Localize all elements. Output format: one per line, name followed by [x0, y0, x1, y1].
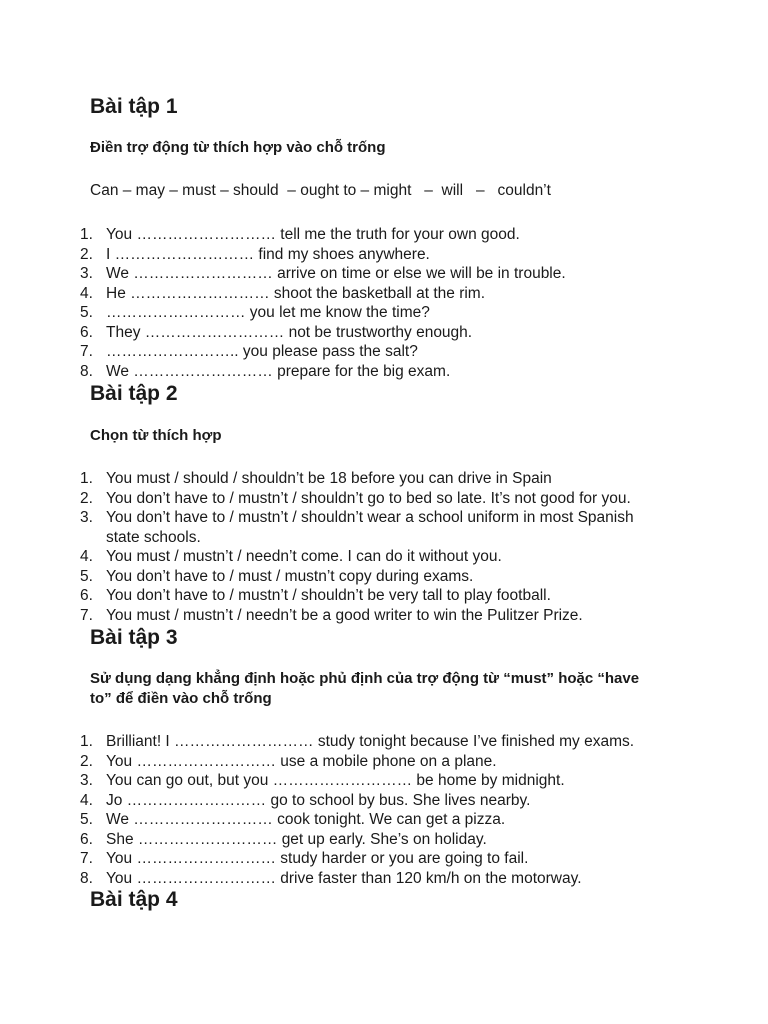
item-number: 3. [80, 772, 93, 789]
list-item [80, 469, 680, 489]
section-2-instruction: Chọn từ thích hợp [90, 427, 222, 444]
list-item [80, 771, 680, 791]
list-item [80, 342, 680, 362]
item-number: 8. [80, 869, 93, 887]
section-4-title: Bài tập 4 [90, 888, 178, 911]
list-item [80, 752, 680, 772]
item-text: I ……………………… find my shoes anywhere. [106, 245, 430, 263]
item-text: You must / mustn’t / needn’t be a good writer to win the Pulitzer Prize. [106, 606, 583, 624]
item-number: 7. [80, 606, 93, 624]
item-number: 7. [80, 850, 93, 867]
item-text: You ……………………… use a mobile phone on a plane. [106, 752, 497, 770]
list-item [80, 264, 680, 284]
item-number: 8. [80, 362, 93, 380]
item-text: Jo ……………………… go to school by bus. She lives nearby. [106, 791, 531, 809]
section-3-list [80, 732, 680, 888]
item-text: …………………….. you please pass the salt? [106, 343, 418, 360]
list-item [80, 732, 680, 752]
item-text: You ……………………… tell me the truth for your own good. [106, 226, 520, 243]
item-text: You can go out, but you ……………………… be home by midnight. [106, 772, 565, 789]
section-2-list [80, 469, 680, 625]
section-3-instruction: Sử dụng dạng khẳng định hoặc phủ định của trợ động từ “must” hoặc “have to” để điền vào chỗ trống [90, 670, 640, 707]
list-item [80, 849, 680, 869]
item-number: 2. [80, 489, 93, 507]
section-1-title: Bài tập 1 [90, 95, 178, 118]
item-number: 3. [80, 509, 93, 526]
list-item [80, 362, 680, 382]
item-text: You must / should / shouldn’t be 18 before you can drive in Spain [106, 470, 552, 487]
item-text: You don’t have to / must / mustn’t copy during exams. [106, 567, 474, 585]
list-item [80, 830, 680, 850]
list-item [80, 869, 680, 889]
item-number: 2. [80, 752, 93, 770]
list-item [80, 245, 680, 265]
list-item [80, 508, 680, 547]
item-text: They ……………………… not be trustworthy enough. [106, 323, 473, 341]
item-number: 6. [80, 323, 93, 341]
section-1-word-bank: Can – may – must – should – ought to – might – will – couldn’t [90, 182, 551, 199]
item-text: You must / mustn’t / needn’t come. I can do it without you. [106, 548, 502, 565]
item-number: 1. [80, 733, 93, 750]
section-1-list [80, 225, 680, 381]
item-number: 2. [80, 245, 93, 263]
item-number: 7. [80, 343, 93, 360]
item-text: We ……………………… arrive on time or else we will be in trouble. [106, 265, 566, 282]
item-text: He ……………………… shoot the basketball at the rim. [106, 284, 486, 302]
list-item [80, 586, 680, 606]
item-number: 5. [80, 567, 93, 585]
item-text: You don’t have to / mustn’t / shouldn’t be very tall to play football. [106, 587, 551, 604]
list-item [80, 810, 680, 830]
item-text: We ……………………… cook tonight. We can get a pizza. [106, 811, 506, 828]
item-number: 6. [80, 587, 93, 604]
item-text: You don’t have to / mustn’t / shouldn’t wear a school uniform in most Spanish state schools. [106, 509, 634, 546]
item-number: 4. [80, 548, 93, 565]
item-text: You don’t have to / mustn’t / shouldn’t go to bed so late. It’s not good for you. [106, 489, 631, 507]
item-number: 3. [80, 265, 93, 282]
item-number: 6. [80, 830, 93, 848]
item-text: You ……………………… study harder or you are going to fail. [106, 850, 529, 867]
list-item [80, 323, 680, 343]
item-text: You ……………………… drive faster than 120 km/h on the motorway. [106, 869, 582, 887]
list-item [80, 606, 680, 626]
item-text: She ……………………… get up early. She’s on holiday. [106, 830, 487, 848]
item-text: We ……………………… prepare for the big exam. [106, 362, 451, 380]
item-number: 4. [80, 791, 93, 809]
list-item [80, 303, 680, 323]
list-item [80, 547, 680, 567]
item-number: 1. [80, 470, 93, 487]
item-number: 5. [80, 811, 93, 828]
list-item [80, 489, 680, 509]
list-item [80, 225, 680, 245]
item-text: ……………………… you let me know the time? [106, 304, 430, 321]
item-text: Brilliant! I ……………………… study tonight because I’ve finished my exams. [106, 733, 635, 750]
list-item [80, 284, 680, 304]
section-2-title: Bài tập 2 [90, 382, 178, 405]
item-number: 1. [80, 226, 93, 243]
section-3-title: Bài tập 3 [90, 626, 178, 649]
section-1-instruction: Điền trợ động từ thích hợp vào chỗ trống [90, 139, 386, 156]
list-item [80, 567, 680, 587]
item-number: 4. [80, 284, 93, 302]
list-item [80, 791, 680, 811]
item-number: 5. [80, 304, 93, 321]
